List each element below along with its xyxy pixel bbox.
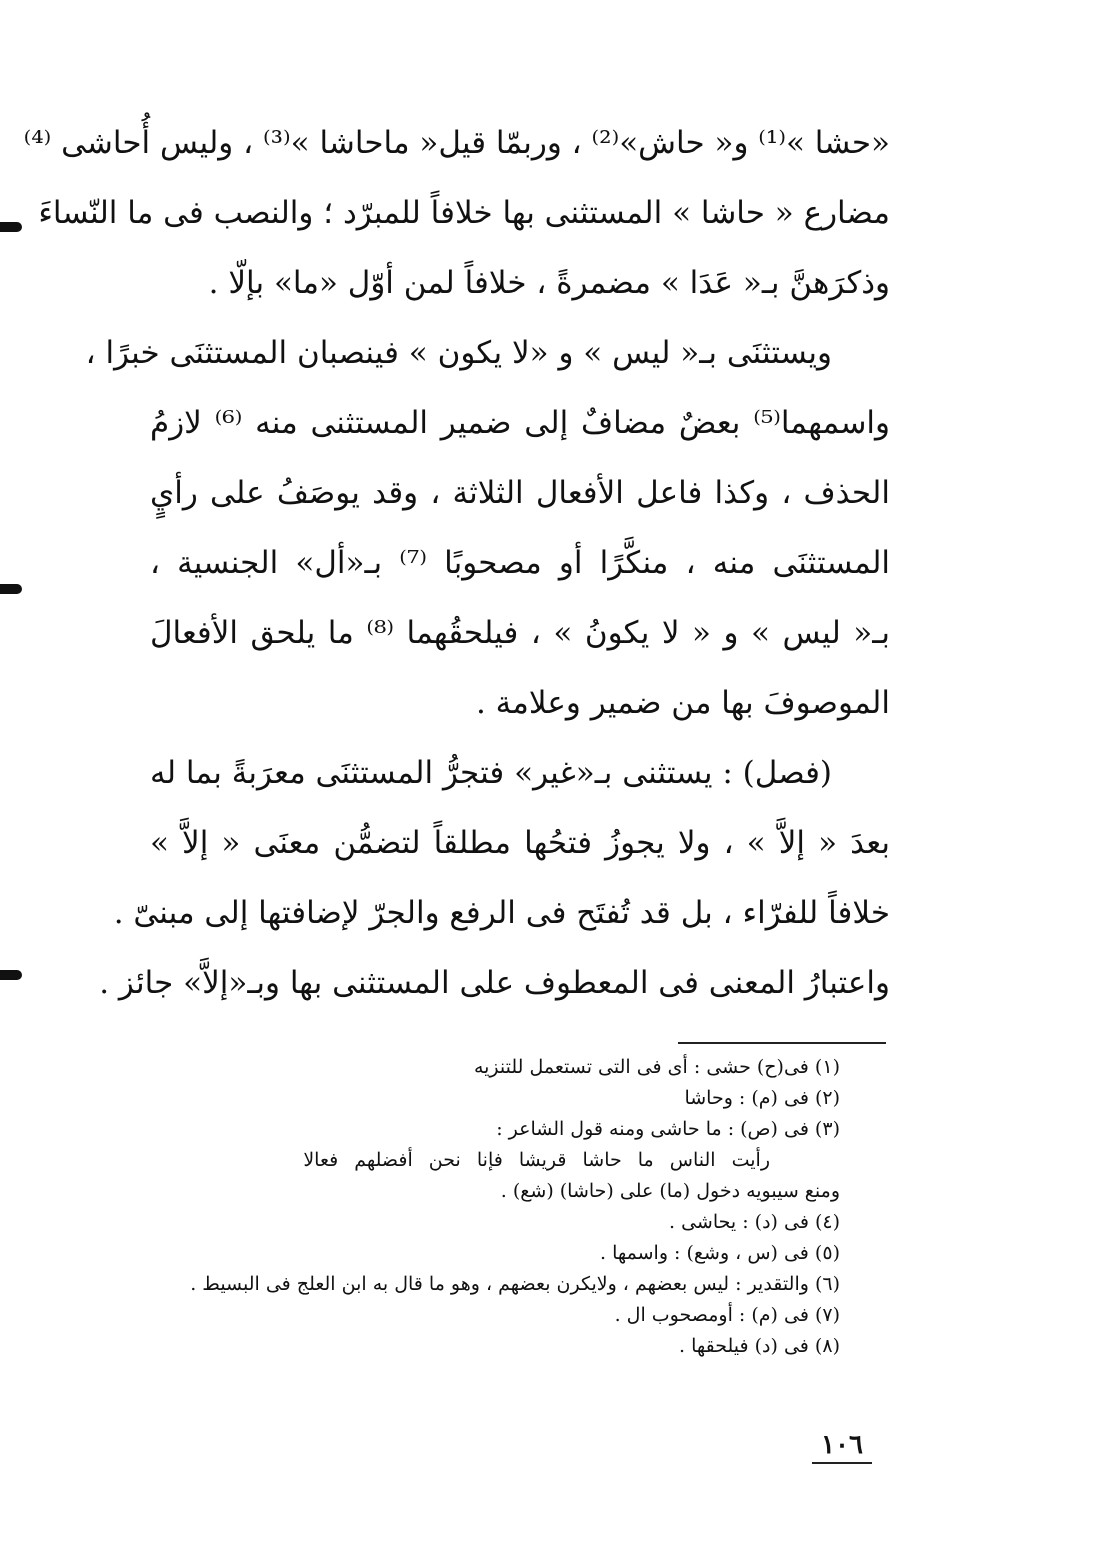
scan-margin-mark bbox=[0, 584, 22, 594]
footnote: (١) فى(ح) حشى : أى فى التى تستعمل للتنزيه bbox=[473, 1056, 840, 1078]
footnote: (٧) فى (م) : أومصحوب ال . bbox=[614, 1304, 840, 1326]
text-line: «حشا »⁽¹⁾ و« حاش»⁽²⁾ ، وربمّا قيل« ماحاشا »⁽³⁾ ، وليس أُحاشى ⁽⁴⁾ bbox=[23, 125, 890, 161]
footnote: ومنع سيبويه دخول (ما) على (حاشا) (شع) . bbox=[500, 1180, 840, 1202]
footnote: (٥) فى (س ، وشع) : واسمها . bbox=[600, 1242, 840, 1264]
scan-margin-mark bbox=[0, 222, 22, 232]
footnotes bbox=[120, 1052, 840, 1362]
footnote: (٢) فى (م) : وحاشا bbox=[684, 1087, 840, 1109]
text-line: مضارع « حاشا » المستثنى بها خلافاً للمبرّد ؛ والنصب فى ما النّساءَ bbox=[38, 195, 890, 231]
scan-margin-mark bbox=[0, 970, 22, 980]
text-line: الحذف ، وكذا فاعل الأفعال الثلاثة ، وقد يوصَفُ على رأيٍ bbox=[150, 475, 890, 511]
text-line: واسمهما⁽⁵⁾ بعضٌ مضافٌ إلى ضمير المستثنى منه ⁽⁶⁾ لازمُ bbox=[150, 405, 890, 441]
footnote: (٨) فى (د) فيلحقها . bbox=[679, 1335, 840, 1357]
page-number: ١٠٦ bbox=[812, 1428, 872, 1464]
text-line: المستثنَى منه ، منكَّرًا أو مصحوبًا ⁽⁷⁾ بـ«أل» الجنسية ، bbox=[150, 545, 890, 581]
text-line: بعدَ « إلاَّ » ، ولا يجوزُ فتحُها مطلقاً لتضمُّن معنَى « إلاَّ » bbox=[150, 825, 890, 861]
footnote: (٣) فى (ص) : ما حاشى ومنه قول الشاعر : bbox=[496, 1118, 840, 1140]
text-line: (فصل) : يستثنى بـ«غير» فتجرُّ المستثنَى معرَبةً بما له bbox=[150, 755, 832, 791]
footnote-verse: رأيت الناس ما حاشا قريشا فإنا نحن أفضلهم فعالا bbox=[303, 1149, 770, 1171]
text-line: واعتبارُ المعنى فى المعطوف على المستثنى بها وبـ«إلاَّ» جائز . bbox=[99, 965, 890, 1001]
footnote: (٦) والتقدير : ليس بعضهم ، ولايكرن بعضهم ، وهو ما قال به ابن العلج فى البسيط . bbox=[190, 1273, 840, 1295]
text-line: خلافاً للفرّاء ، بل قد تُفتَح فى الرفع والجرّ لإضافتها إلى مبنىّ . bbox=[113, 895, 890, 931]
text-line: وذكرَهنَّ بـ« عَدَا » مضمرةً ، خلافاً لمن أوّل «ما» بإلّا . bbox=[208, 265, 890, 301]
text-line: بـ« ليس » و « لا يكونُ » ، فيلحقُهما ⁽⁸⁾ ما يلحق الأفعالَ bbox=[150, 615, 890, 651]
main-text bbox=[23, 108, 890, 1018]
footnote-separator bbox=[678, 1042, 886, 1044]
footnote: (٤) فى (د) : يحاشى . bbox=[669, 1211, 840, 1233]
text-line: ويستثنَى بـ« ليس » و «لا يكون » فينصبان المستثنَى خبرًا ، bbox=[85, 335, 832, 371]
text-line: الموصوفَ بها من ضمير وعلامة . bbox=[475, 685, 890, 721]
